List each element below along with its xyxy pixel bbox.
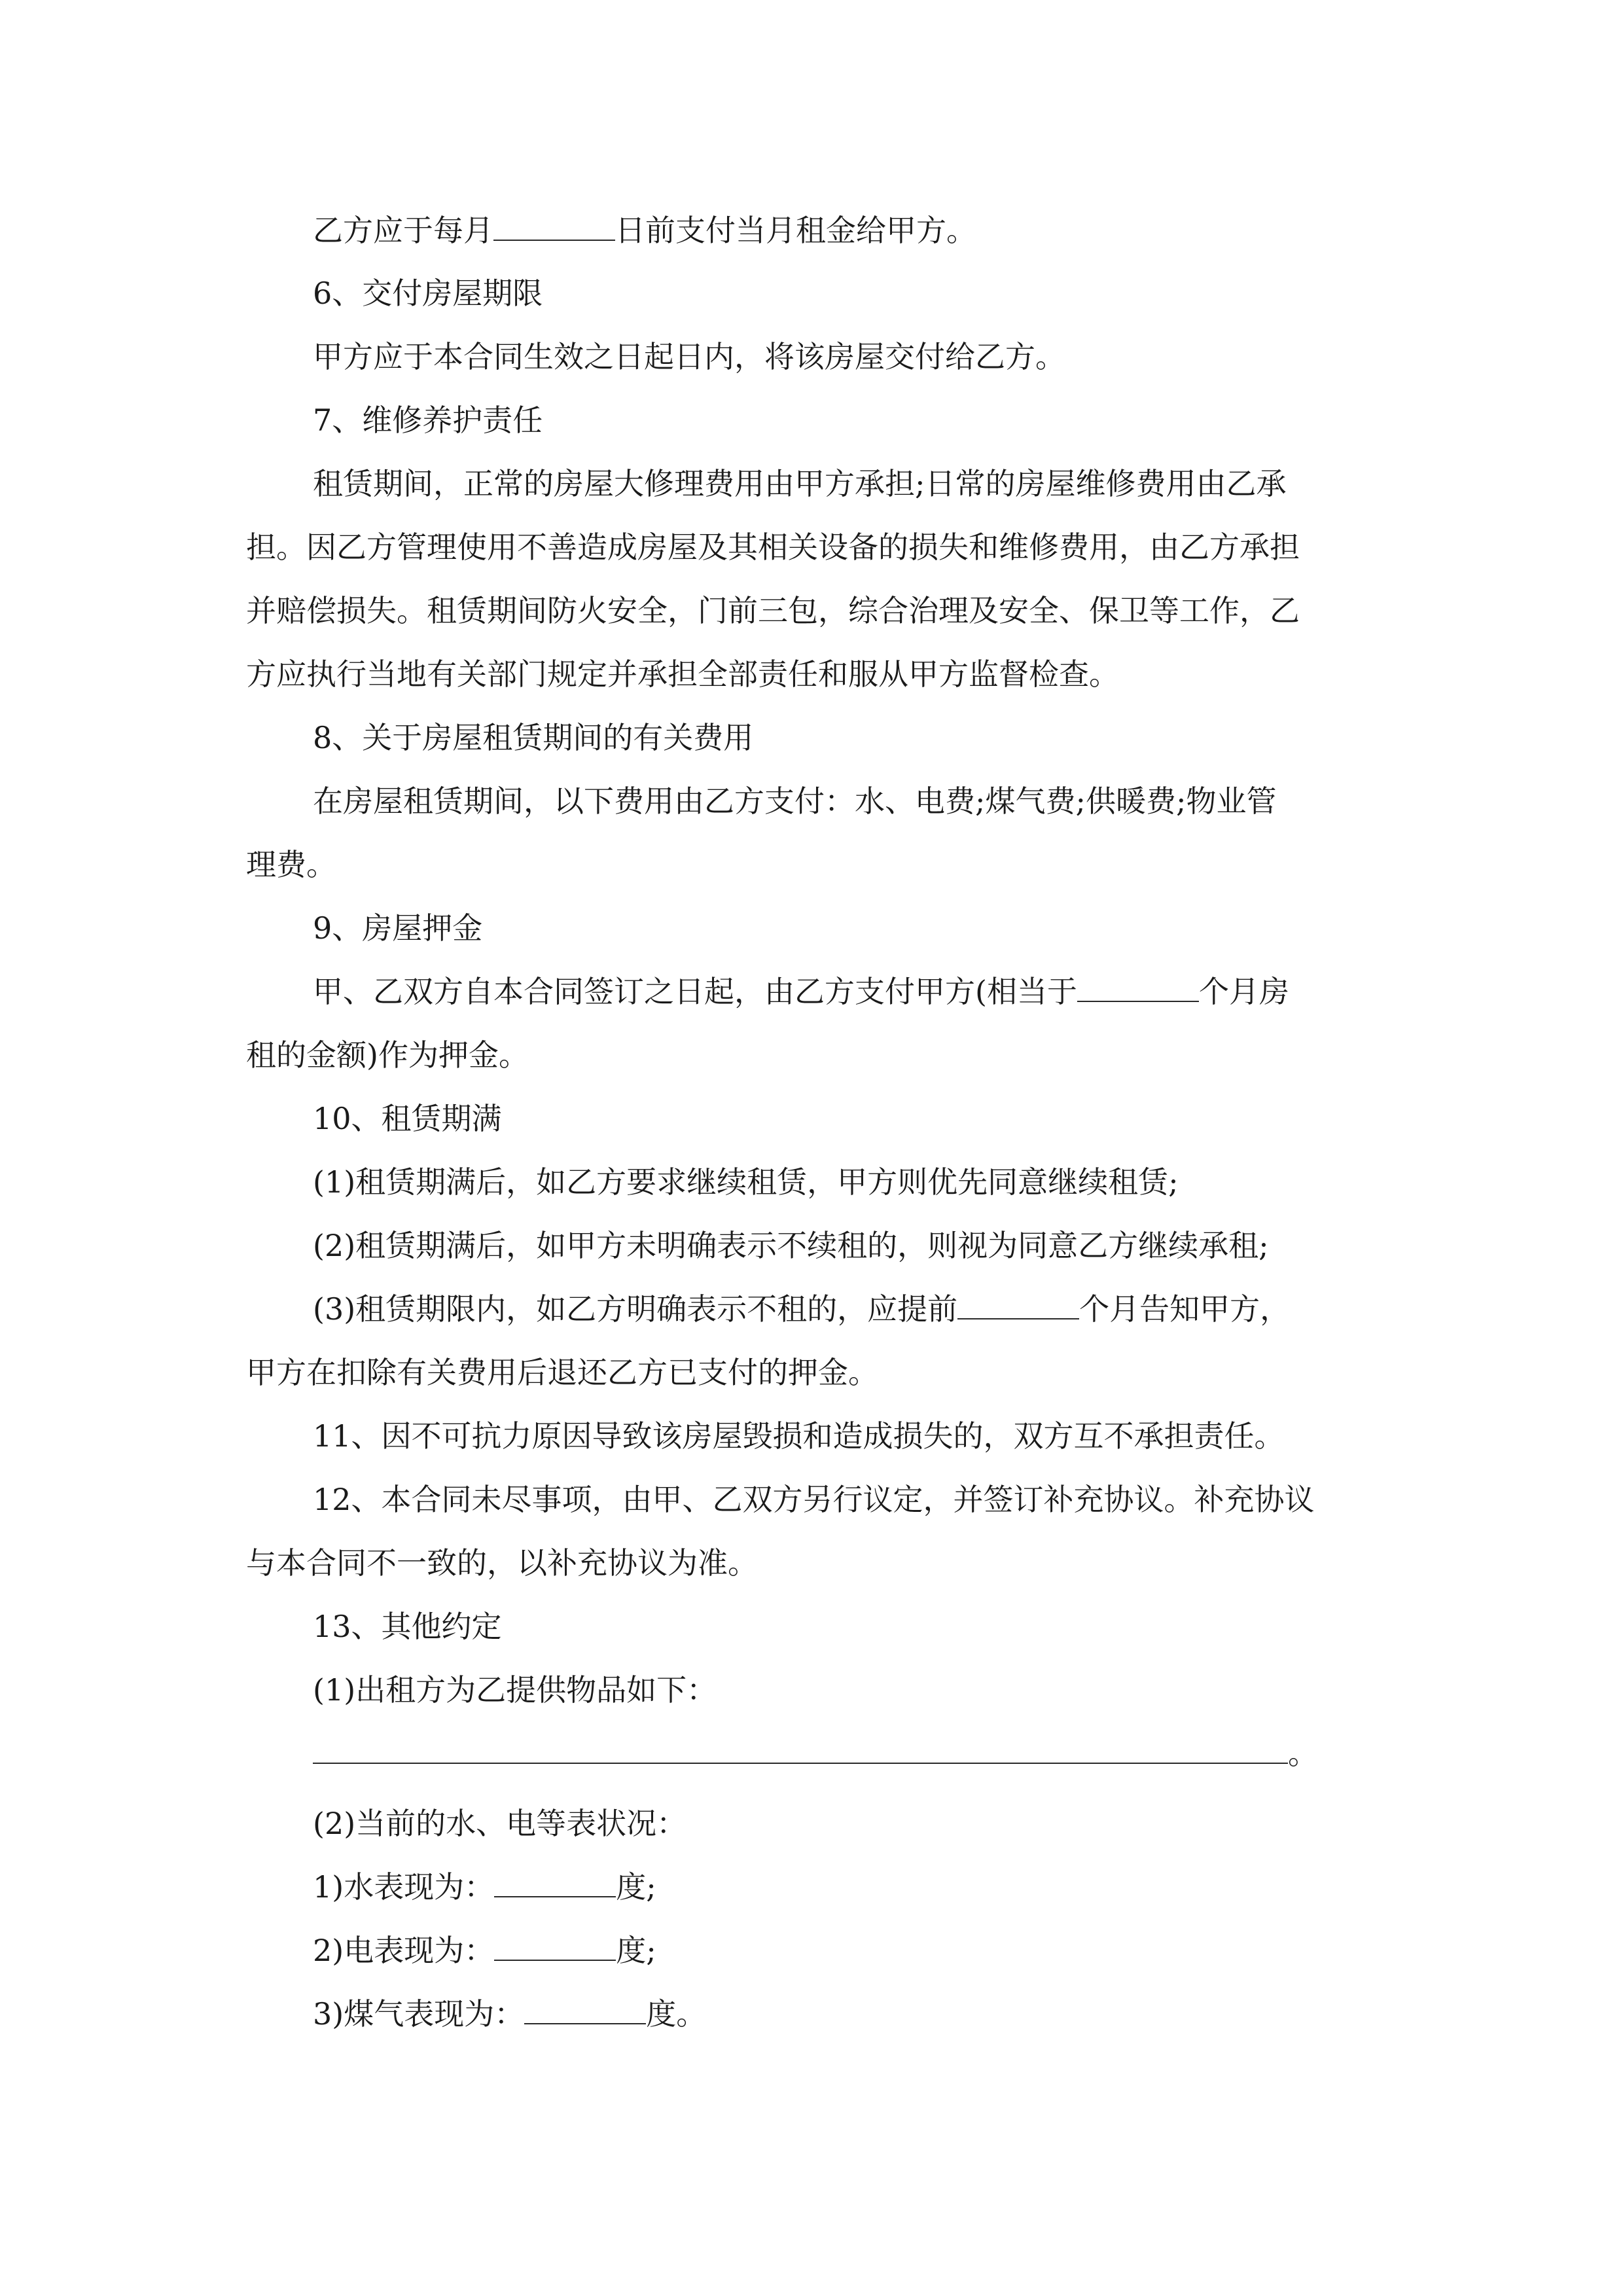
paragraph-line: 并赔偿损失。租赁期间防火安全，门前三包，综合治理及安全、保卫等工作，乙 (246, 593, 1300, 628)
list-item: (1)出租方为乙提供物品如下： (313, 1672, 717, 1708)
paragraph-line: 租的金额)作为押金。 (246, 1037, 529, 1073)
meter-electric: 2)电表现为： 度; (313, 1931, 656, 1970)
section-heading: 7、维修养护责任 (313, 403, 543, 438)
section-heading: 13、其他约定 (313, 1609, 502, 1644)
list-item: (2)当前的水、电等表状况： (313, 1806, 687, 1841)
blank-line (1077, 972, 1199, 1002)
paragraph-line: 方应执行当地有关部门规定并承担全部责任和服从甲方监督检查。 (246, 656, 1119, 692)
paragraph-line: 甲方在扣除有关费用后退还乙方已支付的押金。 (246, 1355, 878, 1390)
paragraph-line: 在房屋租赁期间，以下费用由乙方支付：水、电费;煤气费;供暖费;物业管 (313, 783, 1277, 819)
section-heading: 9、房屋押金 (313, 910, 483, 946)
list-item: (1)租赁期满后，如乙方要求继续租赁，甲方则优先同意继续租赁; (313, 1164, 1179, 1200)
meter-gas: 3)煤气表现为： 度。 (313, 1994, 706, 2034)
meter-water: 1)水表现为： 度; (313, 1867, 656, 1907)
blank-line (313, 1734, 1288, 1764)
paragraph-line: 理费。 (246, 847, 336, 882)
paragraph-line: 12、本合同未尽事项，由甲、乙双方另行议定，并签订补充协议。补充协议 (313, 1482, 1315, 1517)
paragraph-line: 甲、乙双方自本合同签订之日起，由乙方支付甲方(相当于 个月房 (313, 972, 1289, 1011)
paragraph: 甲方应于本合同生效之日起日内，将该房屋交付给乙方。 (313, 339, 1065, 374)
list-item: (2)租赁期满后，如甲方未明确表示不续租的，则视为同意乙方继续承租; (313, 1228, 1269, 1263)
section-heading: 8、关于房屋租赁期间的有关费用 (313, 720, 754, 755)
list-item: (3)租赁期限内，如乙方明确表示不租的，应提前 个月告知甲方， (313, 1289, 1290, 1329)
blank-line (494, 1867, 616, 1897)
blank-line (493, 211, 615, 241)
paragraph-line: 担。因乙方管理使用不善造成房屋及其相关设备的损失和维修费用，由乙方承担 (246, 529, 1300, 565)
blank-line (494, 1931, 616, 1961)
paragraph-line: 租赁期间，正常的房屋大修理费用由甲方承担;日常的房屋维修费用由乙承 (313, 466, 1287, 501)
section-heading: 10、租赁期满 (313, 1101, 502, 1136)
paragraph-line: 与本合同不一致的，以补充协议为准。 (246, 1545, 758, 1581)
blank-line (957, 1289, 1079, 1319)
blank-line (524, 1994, 646, 2024)
paragraph-rent-payment: 乙方应于每月 日前支付当月租金给甲方。 (313, 211, 976, 250)
section-heading: 6、交付房屋期限 (313, 276, 543, 311)
fill-in-line: 。 (313, 1734, 1318, 1773)
section-heading: 11、因不可抗力原因导致该房屋毁损和造成损失的，双方互不承担责任。 (313, 1418, 1285, 1454)
